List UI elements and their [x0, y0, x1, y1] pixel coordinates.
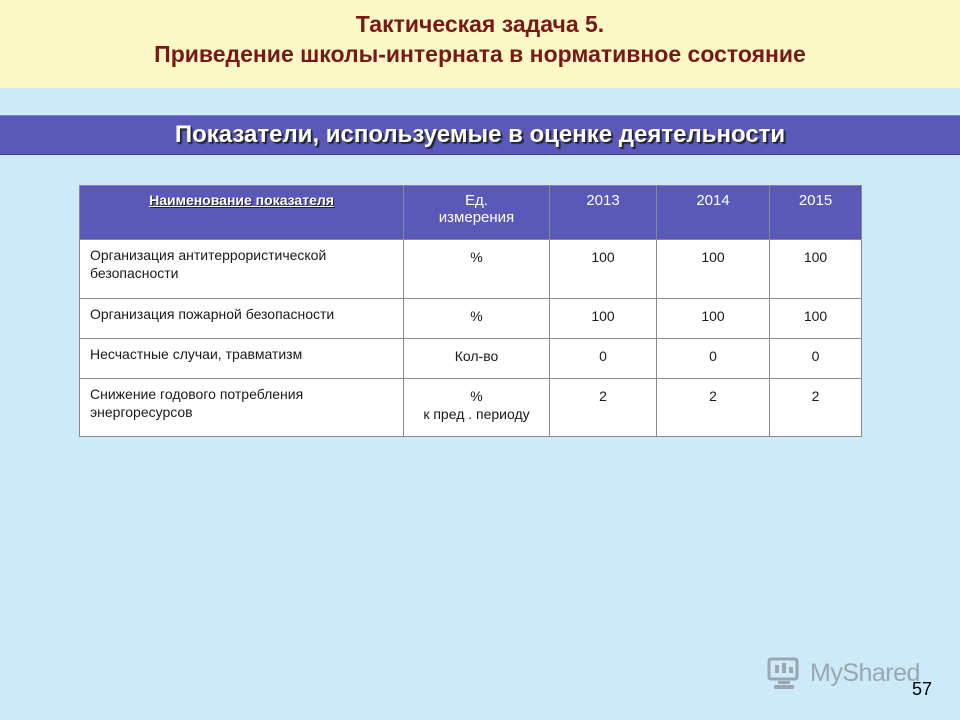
value-2015-cell: 0 [770, 339, 862, 379]
header-year-2015: 2015 [770, 186, 862, 240]
unit-cell [404, 299, 550, 339]
indicator-name-cell [80, 299, 404, 339]
page-number: 57 [911, 679, 933, 699]
header-year-2013: 2013 [550, 186, 657, 240]
indicators-table [79, 185, 862, 437]
indicator-name-line-2: энергоресурсов [90, 404, 193, 420]
header-year-2014: 2014 [657, 186, 770, 240]
indicator-name-cell [80, 240, 404, 299]
value-2014-cell: 2 [657, 379, 770, 437]
indicator-name-line-2: безопасности [90, 265, 179, 281]
indicator-name-line-1: Организация пожарной безопасности [90, 306, 335, 322]
table-row [80, 299, 862, 339]
unit-cell [404, 379, 550, 437]
indicator-name-cell [80, 339, 404, 379]
title-band [0, 0, 960, 88]
indicator-name-line-1: Снижение годового потребления [90, 386, 304, 402]
value-2014-cell: 100 [657, 299, 770, 339]
value-2013-cell: 2 [550, 379, 657, 437]
value-2014-cell: 0 [657, 339, 770, 379]
unit-line-1: % [470, 308, 483, 324]
slide-title-line-1: Тактическая задача 5. [355, 11, 605, 37]
table-row [80, 379, 862, 437]
value-2013-cell: 100 [550, 299, 657, 339]
header-unit-line-1: Ед. [465, 192, 488, 209]
value-2015-cell: 2 [770, 379, 862, 437]
unit-cell [404, 240, 550, 299]
watermark-text: MyShared [810, 659, 920, 687]
myshared-logo-icon [766, 655, 806, 693]
unit-line-2: к пред . периоду [423, 406, 530, 422]
value-2015-cell: 100 [770, 240, 862, 299]
slide-title-line-2: Приведение школы-интерната в нормативное состояние [154, 41, 806, 67]
unit-line-1: % [470, 388, 483, 404]
section-subtitle: Показатели, используемые в оценке деятельности [174, 121, 786, 148]
indicator-name-line-1: Несчастные случаи, травматизм [90, 346, 303, 362]
indicator-name-line-1: Организация антитеррористической [90, 247, 327, 263]
unit-line-1: Кол-во [454, 348, 499, 364]
value-2015-cell: 100 [770, 299, 862, 339]
unit-cell [404, 339, 550, 379]
table-row [80, 339, 862, 379]
unit-line-1: % [470, 249, 483, 265]
header-unit [404, 186, 550, 240]
subtitle-band [0, 115, 960, 155]
indicator-name-cell [80, 379, 404, 437]
table-row [80, 240, 862, 299]
value-2013-cell: 0 [550, 339, 657, 379]
value-2014-cell: 100 [657, 240, 770, 299]
value-2013-cell: 100 [550, 240, 657, 299]
header-indicator-name: Наименование показателя [80, 186, 404, 240]
table-header-row [80, 186, 862, 240]
header-unit-line-2: измерения [438, 209, 515, 226]
